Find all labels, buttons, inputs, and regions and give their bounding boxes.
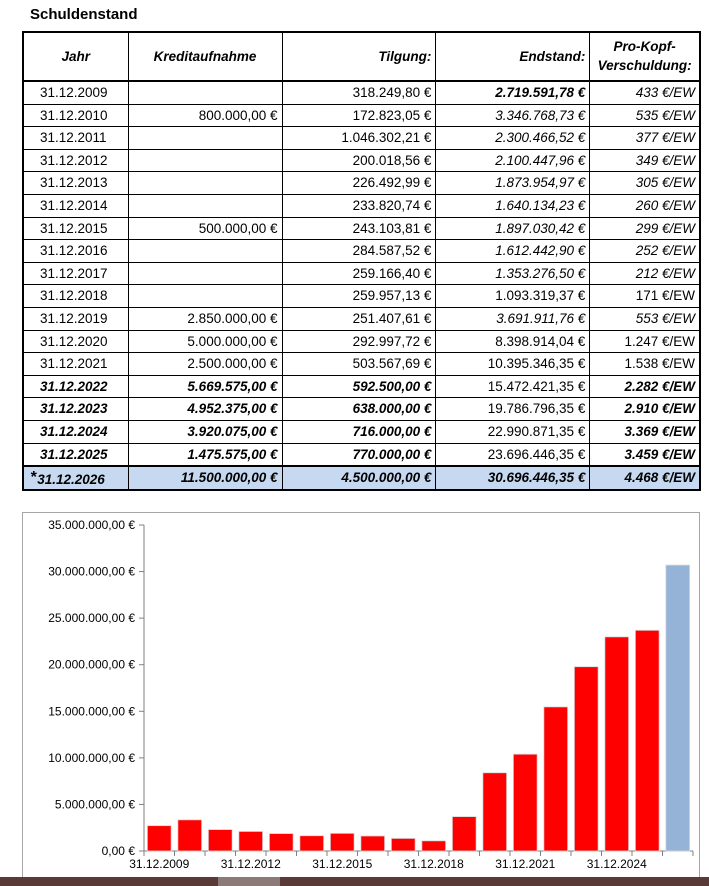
row-kreditaufnahme: 4.952.375,00 € <box>128 398 282 421</box>
row-tilgung: 259.957,13 € <box>282 285 436 308</box>
row-kreditaufnahme: 3.920.075,00 € <box>128 420 282 443</box>
table-row <box>23 330 700 353</box>
bottom-bar-highlight <box>218 877 280 886</box>
debt-chart-svg <box>23 513 699 881</box>
row-tilgung: 172.823,05 € <box>282 104 436 127</box>
row-pro-kopf: 349 €/EW <box>590 149 700 172</box>
row-pro-kopf: 433 €/EW <box>590 81 700 104</box>
chart-bar <box>574 667 598 851</box>
row-jahr: 31.12.2009 <box>23 81 128 104</box>
row-pro-kopf: 2.910 €/EW <box>590 398 700 421</box>
chart-bar <box>300 836 324 851</box>
table-row <box>23 194 700 217</box>
chart-bar <box>178 820 202 851</box>
row-tilgung: 292.997,72 € <box>282 330 436 353</box>
footnote-marker: * <box>30 468 37 486</box>
row-jahr: 31.12.2017 <box>23 262 128 285</box>
page-title: Schuldenstand <box>30 6 138 23</box>
x-tick-label: 31.12.2009 <box>129 857 190 871</box>
chart-bar <box>635 630 659 851</box>
row-pro-kopf: 535 €/EW <box>590 104 700 127</box>
header-endstand: Endstand: <box>436 32 590 81</box>
row-pro-kopf: 252 €/EW <box>590 240 700 263</box>
row-endstand: 1.353.276,50 € <box>436 262 590 285</box>
table-row <box>23 285 700 308</box>
row-kreditaufnahme: 1.475.575,00 € <box>128 443 282 466</box>
row-jahr: 31.12.2015 <box>23 217 128 240</box>
chart-bar <box>391 838 415 851</box>
table-row <box>23 149 700 172</box>
row-tilgung: 251.407,61 € <box>282 307 436 330</box>
row-endstand: 23.696.446,35 € <box>436 443 590 466</box>
row-jahr: 31.12.2010 <box>23 104 128 127</box>
row-kreditaufnahme <box>128 172 282 195</box>
row-pro-kopf: 553 €/EW <box>590 307 700 330</box>
row-pro-kopf: 305 €/EW <box>590 172 700 195</box>
row-tilgung: 638.000,00 € <box>282 398 436 421</box>
row-endstand: 3.346.768,73 € <box>436 104 590 127</box>
table-row <box>23 240 700 263</box>
table-row <box>23 398 700 421</box>
table-header-row <box>23 32 700 81</box>
row-endstand: 1.873.954,97 € <box>436 172 590 195</box>
row-kreditaufnahme: 2.850.000,00 € <box>128 307 282 330</box>
y-tick-label: 0,00 € <box>101 844 135 858</box>
row-kreditaufnahme <box>128 194 282 217</box>
x-tick-label: 31.12.2018 <box>403 857 464 871</box>
row-tilgung: 1.046.302,21 € <box>282 127 436 150</box>
row-endstand: 1.093.319,37 € <box>436 285 590 308</box>
final-kreditaufnahme: 11.500.000,00 € <box>128 466 282 490</box>
table-row <box>23 217 700 240</box>
row-kreditaufnahme: 500.000,00 € <box>128 217 282 240</box>
x-tick-label: 31.12.2021 <box>495 857 556 871</box>
header-pro-kopf <box>590 32 700 81</box>
row-pro-kopf: 1.538 €/EW <box>590 353 700 376</box>
row-tilgung: 284.587,52 € <box>282 240 436 263</box>
final-pro-kopf: 4.468 €/EW <box>590 466 700 490</box>
y-tick-label: 30.000.000,00 € <box>48 564 135 579</box>
header-kreditaufnahme: Kreditaufnahme <box>128 32 282 81</box>
row-jahr: 31.12.2014 <box>23 194 128 217</box>
row-kreditaufnahme: 5.000.000,00 € <box>128 330 282 353</box>
row-pro-kopf: 3.459 €/EW <box>590 443 700 466</box>
bottom-bar <box>0 877 709 886</box>
row-kreditaufnahme <box>128 127 282 150</box>
row-endstand: 22.990.871,35 € <box>436 420 590 443</box>
row-kreditaufnahme <box>128 262 282 285</box>
chart-bar <box>208 830 232 851</box>
row-kreditaufnahme: 5.669.575,00 € <box>128 375 282 398</box>
chart-bar <box>361 836 385 851</box>
row-pro-kopf: 3.369 €/EW <box>590 420 700 443</box>
table-body <box>23 81 700 466</box>
final-endstand: 30.696.446,35 € <box>436 466 590 490</box>
chart-bar <box>483 773 507 851</box>
y-tick-label: 20.000.000,00 € <box>48 657 135 672</box>
row-jahr: 31.12.2012 <box>23 149 128 172</box>
row-endstand: 19.786.796,35 € <box>436 398 590 421</box>
chart-bar <box>513 754 537 851</box>
table-row-final <box>23 466 700 490</box>
chart-bar <box>269 834 293 851</box>
table-row <box>23 420 700 443</box>
row-endstand: 1.612.442,90 € <box>436 240 590 263</box>
chart-bar <box>239 831 263 851</box>
row-kreditaufnahme <box>128 240 282 263</box>
row-pro-kopf: 260 €/EW <box>590 194 700 217</box>
x-tick-label: 31.12.2015 <box>312 857 373 871</box>
row-endstand: 1.897.030,42 € <box>436 217 590 240</box>
row-pro-kopf: 212 €/EW <box>590 262 700 285</box>
header-tilgung: Tilgung: <box>282 32 436 81</box>
row-jahr: 31.12.2023 <box>23 398 128 421</box>
debt-table <box>22 31 701 491</box>
chart-bar <box>452 817 476 851</box>
row-pro-kopf: 377 €/EW <box>590 127 700 150</box>
chart-bar <box>666 565 690 851</box>
table-row <box>23 172 700 195</box>
table-row <box>23 127 700 150</box>
row-endstand: 8.398.914,04 € <box>436 330 590 353</box>
row-tilgung: 243.103,81 € <box>282 217 436 240</box>
row-pro-kopf: 299 €/EW <box>590 217 700 240</box>
row-kreditaufnahme <box>128 285 282 308</box>
chart-bar <box>544 707 568 851</box>
y-tick-label: 5.000.000,00 € <box>54 797 135 812</box>
row-kreditaufnahme: 2.500.000,00 € <box>128 353 282 376</box>
table-row <box>23 353 700 376</box>
row-pro-kopf: 2.282 €/EW <box>590 375 700 398</box>
row-tilgung: 226.492,99 € <box>282 172 436 195</box>
row-endstand: 10.395.346,35 € <box>436 353 590 376</box>
table-row <box>23 262 700 285</box>
row-endstand: 2.100.447,96 € <box>436 149 590 172</box>
row-jahr: 31.12.2011 <box>23 127 128 150</box>
row-jahr: 31.12.2016 <box>23 240 128 263</box>
chart-bar <box>422 841 446 851</box>
table-row <box>23 104 700 127</box>
final-jahr-cell <box>23 466 128 490</box>
row-tilgung: 503.567,69 € <box>282 353 436 376</box>
y-tick-label: 10.000.000,00 € <box>48 750 135 765</box>
chart-bar <box>605 637 629 851</box>
row-jahr: 31.12.2022 <box>23 375 128 398</box>
row-jahr: 31.12.2024 <box>23 420 128 443</box>
x-tick-label: 31.12.2024 <box>586 857 647 871</box>
y-tick-label: 35.000.000,00 € <box>48 518 135 532</box>
table-row <box>23 443 700 466</box>
row-jahr: 31.12.2025 <box>23 443 128 466</box>
chart-bar <box>330 833 354 851</box>
row-endstand: 2.719.591,78 € <box>436 81 590 104</box>
x-tick-label: 31.12.2012 <box>220 857 281 871</box>
row-tilgung: 318.249,80 € <box>282 81 436 104</box>
row-tilgung: 716.000,00 € <box>282 420 436 443</box>
row-jahr: 31.12.2018 <box>23 285 128 308</box>
row-endstand: 2.300.466,52 € <box>436 127 590 150</box>
header-pro-kopf-line2: Verschuldung: <box>597 57 692 73</box>
row-tilgung: 770.000,00 € <box>282 443 436 466</box>
chart-bar <box>147 826 171 851</box>
row-endstand: 15.472.421,35 € <box>436 375 590 398</box>
row-pro-kopf: 1.247 €/EW <box>590 330 700 353</box>
final-jahr: 31.12.2026 <box>37 471 105 487</box>
table-row <box>23 307 700 330</box>
row-kreditaufnahme <box>128 149 282 172</box>
row-jahr: 31.12.2021 <box>23 353 128 376</box>
final-tilgung: 4.500.000,00 € <box>282 466 436 490</box>
row-kreditaufnahme: 800.000,00 € <box>128 104 282 127</box>
row-tilgung: 200.018,56 € <box>282 149 436 172</box>
row-jahr: 31.12.2020 <box>23 330 128 353</box>
header-jahr: Jahr <box>23 32 128 81</box>
row-kreditaufnahme <box>128 81 282 104</box>
row-jahr: 31.12.2019 <box>23 307 128 330</box>
row-tilgung: 592.500,00 € <box>282 375 436 398</box>
table-row <box>23 81 700 104</box>
y-tick-label: 25.000.000,00 € <box>48 611 135 626</box>
y-tick-label: 15.000.000,00 € <box>48 704 135 719</box>
debt-chart <box>22 512 700 882</box>
row-jahr: 31.12.2013 <box>23 172 128 195</box>
table-row <box>23 375 700 398</box>
row-endstand: 3.691.911,76 € <box>436 307 590 330</box>
header-pro-kopf-line1: Pro-Kopf- <box>613 39 676 55</box>
row-tilgung: 233.820,74 € <box>282 194 436 217</box>
row-pro-kopf: 171 €/EW <box>590 285 700 308</box>
row-tilgung: 259.166,40 € <box>282 262 436 285</box>
row-endstand: 1.640.134,23 € <box>436 194 590 217</box>
